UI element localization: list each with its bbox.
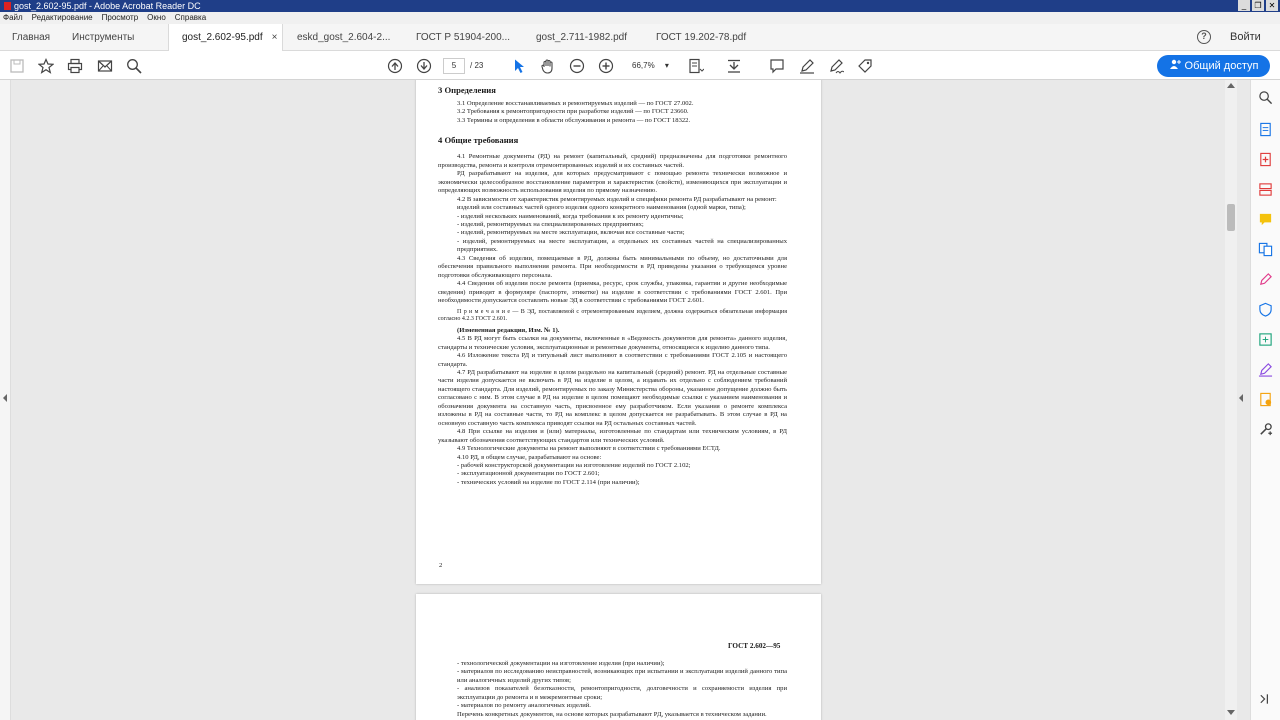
sign-icon[interactable] <box>828 58 844 74</box>
page-display-icon[interactable] <box>688 58 704 74</box>
paragraph: 4.8 При ссылке на изделия и (или) материалы, изготовленные по стандартам или техническим условиям, в РД указывают обозначения соответствующих стандартов или технических условий. <box>438 428 787 444</box>
menu-view[interactable]: Просмотр <box>101 13 139 22</box>
list-item: - изделий, ремонтируемых на месте эксплуатации, а отдельных их составных частей на специализированных предприятиях. <box>457 237 787 254</box>
paragraph: 4.1 Ремонтные документы (РД) на ремонт (капитальный, средний) предназначены для подготовки ремонтного производства, ремонта и контроля отремонтированных изделий и их составных частей. <box>438 153 787 169</box>
tab-doc-3[interactable]: ГОСТ Р 51904-200... <box>416 32 511 43</box>
paragraph: 4.10 РД, в общем случае, разрабатывают на основе: <box>457 453 602 461</box>
paragraph: РД разрабатывают на изделия, для которых предусматривают с помощью ремонта технически возможное и экономически целесообразное восстановление параметров и характеристик (свойств), изменяющихся при эксплуатации и определяющих возможность использования изделия по прямому назначению. <box>438 170 787 195</box>
create-pdf-icon[interactable] <box>1258 152 1273 167</box>
share-label: Общий доступ <box>1184 60 1259 72</box>
title-bar <box>0 0 1280 12</box>
search-tool-icon[interactable] <box>1258 90 1273 105</box>
tab-doc-5[interactable]: ГОСТ 19.202-78.pdf <box>656 32 747 43</box>
previous-page-icon[interactable] <box>387 58 403 74</box>
fill-sign-icon[interactable] <box>857 58 873 74</box>
paragraph: 4.9 Технологические документы на ремонт выполняют в соответствии с требованиями ЕСТД. <box>457 445 721 453</box>
edit-pdf-icon[interactable] <box>1258 272 1273 287</box>
search-icon[interactable] <box>126 58 142 74</box>
list-item: - материалов по ремонту аналогичных изделий. <box>457 702 591 710</box>
close-window-button[interactable]: ✕ <box>1266 0 1278 11</box>
page-content <box>438 84 787 487</box>
protect-shield-icon[interactable] <box>1258 302 1273 317</box>
scrollbar-thumb[interactable] <box>1227 204 1235 231</box>
note: П р и м е ч а н и е — В ЭД, поставляемой с отремонтированным изделием, должна содержаться обязательная информация согласно 4.2.3 ГОСТ 2.601. <box>438 308 787 323</box>
chevron-down-icon: ▾ <box>664 61 669 70</box>
pdf-page <box>416 80 821 584</box>
scroll-mode-icon[interactable] <box>726 58 742 74</box>
list-item: - технических условий на изделие по ГОСТ 2.114 (при наличии); <box>457 478 640 486</box>
share-user-icon <box>1169 58 1181 70</box>
list-item: - изделий, ремонтируемых на специализированных предприятиях; <box>457 220 644 228</box>
window-title: gost_2.602-95.pdf - Adobe Acrobat Reader DC <box>14 1 201 11</box>
menu-window[interactable]: Окно <box>147 13 166 22</box>
email-icon[interactable] <box>97 58 113 74</box>
menu-bar <box>0 12 1280 24</box>
tab-doc-2[interactable]: eskd_gost_2.604-2... <box>297 32 391 43</box>
zoom-value: 66,7% <box>632 61 655 70</box>
sign-in-button[interactable]: Войти <box>1230 31 1261 43</box>
save-icon[interactable] <box>9 58 25 74</box>
zoom-in-icon[interactable] <box>598 58 614 74</box>
next-page-icon[interactable] <box>416 58 432 74</box>
fill-sign-tool-icon[interactable] <box>1258 362 1273 377</box>
zoom-dropdown[interactable] <box>627 58 673 74</box>
minimize-button[interactable]: _ <box>1238 0 1250 11</box>
combine-files-icon[interactable] <box>1258 242 1273 257</box>
comment-icon[interactable] <box>769 58 785 74</box>
maximize-button[interactable]: ❐ <box>1252 0 1264 11</box>
vertical-scrollbar[interactable] <box>1225 80 1237 720</box>
page-number: 2 <box>439 562 443 569</box>
left-panel-toggle[interactable] <box>0 80 11 720</box>
list-item: - технологической документации на изготовление изделия (при наличии); <box>457 660 665 667</box>
page-content <box>438 660 787 719</box>
paragraph: 4.3 Сведения об изделии, помещаемые в РД, должны быть минимальными по объему, но достаточными для обеспечения правильного выполнения ремонта. При необходимости в РД приведены указания о требующемся уровне подготовки обслуживающего персонала. <box>438 254 787 279</box>
list-item: - изделий нескольких наименований, когда требования к их ремонту идентичны; <box>457 212 684 220</box>
print-icon[interactable] <box>67 58 83 74</box>
window-controls <box>1238 0 1278 12</box>
menu-file[interactable]: Файл <box>3 13 23 22</box>
tab-doc-4[interactable]: gost_2.711-1982.pdf <box>536 32 628 43</box>
paragraph: 4.7 РД разрабатывают на изделие в целом раздельно на капитальный (средний) ремонт. РД на отдельные составные части изделия допускается не включать в РД на изделие в целом, а издавать их отдельно с соблюдением требований настоящего стандарта. Для изделий, ремонтируемых по заказу Министерства обороны, указанное допущение должно быть согласовано с ним. В этом случае в РД на изделие в целом помещают необходимые ссылки с указанием наименования и обозначения документа на составную часть, присвоенное ему разработчиком. Если указания о ремонте комплекса изложены в РД на составные части, то РД на комплекс в целом допускается не разрабатывать. В этом случае в РД на основную составную часть комплекса приводят ссылки на РД остальных составных частей. <box>438 368 787 427</box>
paragraph: Перечень конкретных документов, на основе которых разрабатывают РД, указывается в техническом задании. <box>457 710 767 718</box>
list-item: - анализов показателей безотказности, ремонтопригодности, долговечности и сохраняемости изделия при эксплуатации до ремонта и в межремонтные сроки; <box>457 685 787 701</box>
right-tools-panel <box>1250 80 1280 720</box>
menu-help[interactable]: Справка <box>174 13 207 22</box>
tab-tools[interactable]: Инструменты <box>72 32 135 43</box>
pdf-page-next <box>416 594 821 720</box>
close-tab-icon[interactable]: × <box>271 32 278 43</box>
paragraph: 4.2 В зависимости от характеристик ремонтируемых изделий и специфики ремонта РД разрабатывают на ремонт: <box>457 195 777 203</box>
comment-tool-icon[interactable] <box>1258 212 1273 227</box>
menu-edit[interactable]: Редактирование <box>31 13 93 22</box>
hand-tool-icon[interactable] <box>540 58 556 74</box>
list-item: - изделий, ремонтируемых на месте эксплуатации, включая все составные части; <box>457 229 685 237</box>
paragraph: 4.4 Сведения об изделии после ремонта (приемка, ресурс, срок службы, упаковка, гарантии и другие необходимые сведения) приводят в формуляре (паспорте, этикетке) на изделие в соответствии с требованиями ГОСТ 2.601. При необходимости допускается составлять новые ЭД в соответствии с требованиями ГОСТ 2.601. <box>438 280 787 305</box>
collapse-panel-icon[interactable] <box>1258 694 1273 704</box>
page-total: / 23 <box>470 61 484 70</box>
acrobat-app-icon <box>4 2 11 10</box>
paragraph: 4.6 Изложение текста РД и титульный лист выполняют в соответствии с требованиями ГОСТ 2.105 и настоящего стандарта. <box>438 352 787 368</box>
paragraph: 3.2 Требования к ремонтопригодности при разработке изделий — по ГОСТ 23660. <box>457 108 689 116</box>
send-for-review-icon[interactable] <box>1258 392 1273 407</box>
tab-doc-label: gost_2.602-95.pdf <box>182 32 263 43</box>
paragraph: 3.3 Термины и определения в области обслуживания и ремонта — по ГОСТ 18322. <box>457 116 691 124</box>
scroll-down-icon[interactable] <box>1227 710 1235 715</box>
more-tools-icon[interactable] <box>1258 422 1273 437</box>
scroll-up-icon[interactable] <box>1227 83 1235 88</box>
list-item: - эксплуатационной документации по ГОСТ 2.601; <box>457 470 600 478</box>
bookmark-star-icon[interactable] <box>38 58 54 74</box>
list-item: - материалов по исследованию неисправностей, возникающих при испытании и эксплуатации изделий данного типа или аналогичных изделий других типов; <box>457 668 787 684</box>
page-number-input[interactable]: 5 <box>443 58 465 74</box>
amendment: (Измененная редакция, Изм. № 1). <box>457 326 560 334</box>
list-item: - рабочей конструкторской документации на изготовление изделий по ГОСТ 2.102; <box>457 461 691 469</box>
tabs-bar <box>0 24 1280 51</box>
paragraph: 3.1 Определение восстанавливаемых и ремонтируемых изделий — по ГОСТ 27.002. <box>457 100 694 107</box>
collapse-right-panel-icon[interactable] <box>1239 394 1243 402</box>
export-pdf-icon[interactable] <box>1258 122 1273 137</box>
organize-pages-icon[interactable] <box>1258 182 1273 197</box>
tab-home[interactable]: Главная <box>12 32 51 43</box>
select-tool-icon[interactable] <box>511 58 527 74</box>
paragraph: 4.5 В РД могут быть ссылки на документы, включенные в «Ведомость документов для ремонта» данного изделия, стандарты и технические условия, эксплуатационные и ремонтные документы, относящиеся к изделию данного типа. <box>438 335 787 351</box>
paragraph: изделий или составных частей одного изделия одного конкретного наименования (одной марки, типа); <box>457 204 746 212</box>
zoom-out-icon[interactable] <box>569 58 585 74</box>
highlight-pen-icon[interactable] <box>799 58 815 74</box>
tab-doc-active[interactable] <box>168 24 283 51</box>
section-4-heading: 4 Общие требования <box>438 135 519 146</box>
help-icon[interactable]: ? <box>1197 30 1211 44</box>
toolbar <box>0 51 1280 80</box>
share-button[interactable] <box>1157 55 1270 77</box>
section-3-heading: 3 Определения <box>438 85 496 95</box>
document-viewer[interactable] <box>11 80 1225 720</box>
running-header: ГОСТ 2.602—95 <box>728 642 781 650</box>
expand-left-icon <box>3 394 7 402</box>
enhance-scans-icon[interactable] <box>1258 332 1273 347</box>
